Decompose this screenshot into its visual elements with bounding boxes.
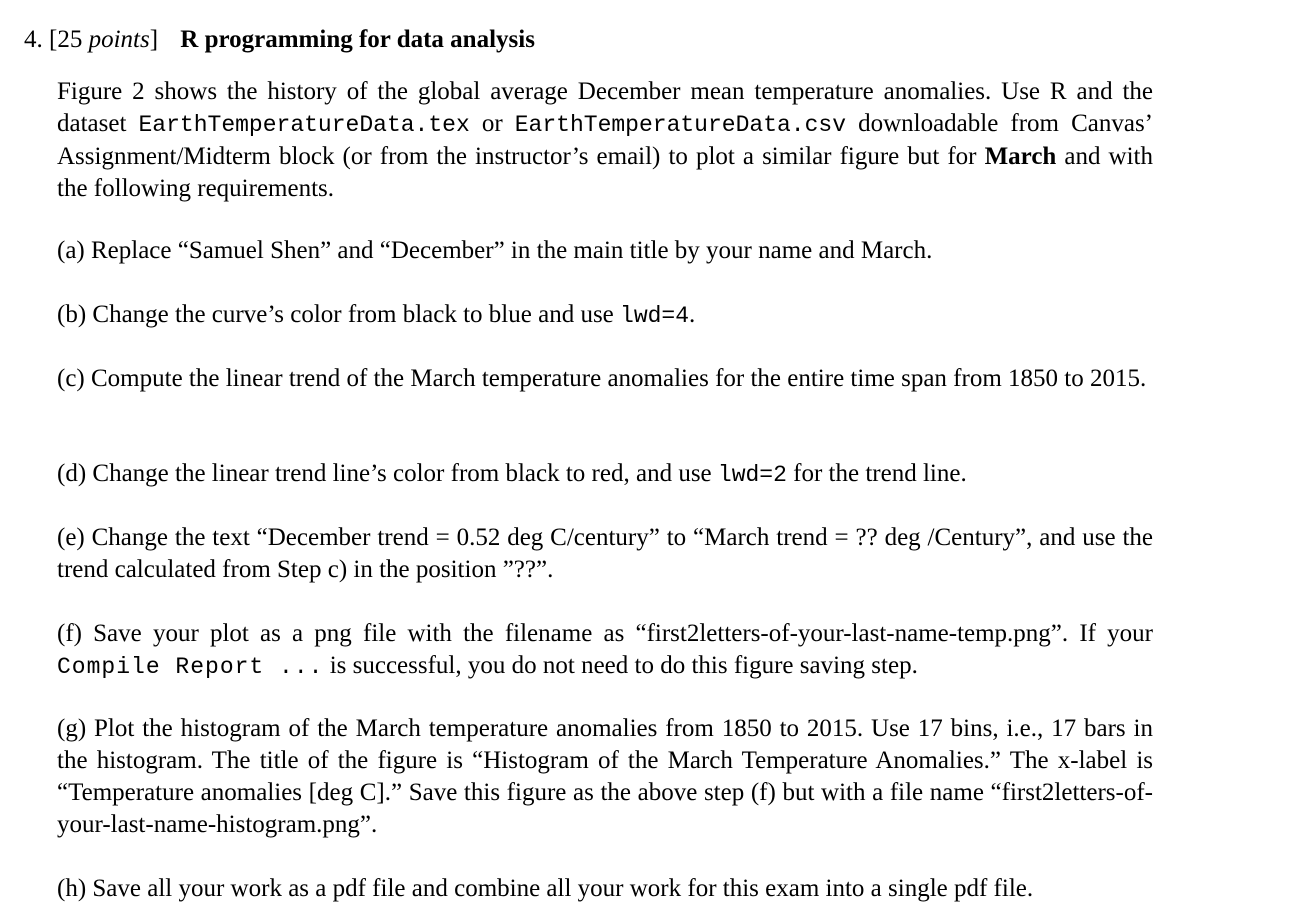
dataset-csv-filename: EarthTemperatureData.csv [514,112,847,138]
item-b: (b) Change the curve’s color from black to blue and use lwd=4. [57,301,696,329]
question-title: R programming for data analysis [180,26,535,53]
code-lwd-4: lwd=4 [620,303,690,329]
item-a: (a) Replace “Samuel Shen” and “December” in the main title by your name and March. [57,237,933,264]
item-e: (e) Change the text “December trend = 0.52 deg C/century” to “March trend = ?? deg /Century”, and use the trend calculated from Step c) in the position ”??”. [57,524,1153,583]
dataset-tex-filename: EarthTemperatureData.tex [138,112,470,138]
code-compile-report: Compile Report ... [57,654,324,680]
question-points: [25 points] [49,26,159,53]
item-g: (g) Plot the histogram of the March temperature anomalies from 1850 to 2015. Use 17 bins, i.e., 17 bars in the histogram. The title of the figure is “Histogram of the March Temperature Anomalies.” The x-label is “Temperature anomalies [deg C].” Save this figure as the above step (f) but with a file name “first2letters-of-your-last-name-histogram.png”. [57,715,1153,838]
intro-paragraph: Figure 2 shows the history of the global average December mean temperature anomalies. Use R and the dataset EarthTemperatureData.tex or EarthTemperatureData.csv downloadable from Canvas’ Assignment/Midterm block (or from the instructor’s email) to plot a similar figure but for March and with the following requirements. [57,78,1154,202]
month-emphasis: March [984,143,1057,170]
item-h: (h) Save all your work as a pdf file and combine all your work for this exam into a single pdf file. [57,875,1034,902]
item-f: (f) Save your plot as a png file with the filename as “first2letters-of-your-last-name-temp.png”. If your Compile Report ... is successful, you do not need to do this figure saving step. [57,620,1153,680]
item-d: (d) Change the linear trend line’s color from black to red, and use lwd=2 for the trend line. [57,460,967,488]
item-c: (c) Compute the linear trend of the March temperature anomalies for the entire time span from 1850 to 2015. [57,365,1147,392]
code-lwd-2: lwd=2 [717,462,787,488]
question-number: 4. [24,26,43,53]
question-heading [24,24,535,56]
